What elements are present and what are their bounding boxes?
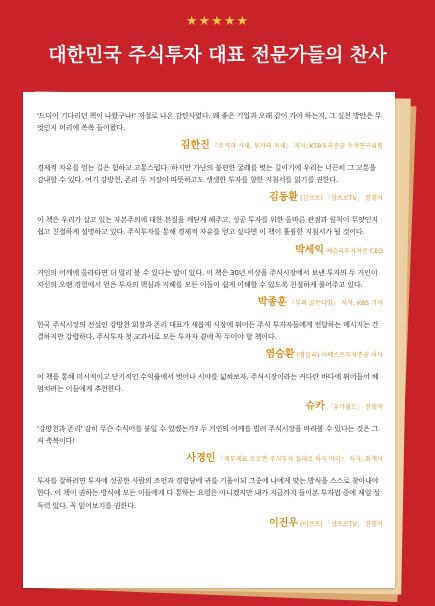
endorser-name: 이진우: [269, 517, 299, 529]
endorser-name: 염승환: [265, 348, 295, 360]
endorsement-quote: 투자를 잘하려면 투자에 성공한 사람의 조언과 경험담에 귀를 기울이되 그중에 나에게 맞는 방식을 스스로 찾아내야 한다. 이 책이 권하는 방식에 모든 이들에게 다 통하는 요령은 아니겠지만 내가 지금까지 들어본 투자법 중에 제일 설득력 있다. 꼭 읽어보기를 권한다.: [37, 476, 381, 510]
endorsement-item: [37, 371, 383, 414]
endorsement-item: [37, 110, 383, 153]
endorsement-attribution: [37, 136, 383, 153]
endorser-description: 『주식의 시대, 투자의 자세』 저자, KTB투자증권 수석연구위원: [211, 143, 383, 151]
endorsement-attribution: [37, 449, 383, 466]
endorsement-item: [37, 267, 383, 310]
endorsement-quote: 경제적 자유를 얻는 길은 험하고 고통스럽다. 하지만 가난의 불편한 굴레를 벗는 길이기에 우리는 너끈히 그 고통을 감내할 수 있다. 여기 강방천, 존리 두 거장이 따뜻하고도 생생한 투자를 향한 지침서를 읽기를 권한다.: [37, 163, 376, 185]
endorser-name: 김동환: [269, 192, 299, 204]
endorsement-attribution: [37, 397, 383, 414]
endorser-name: 사경인: [186, 453, 216, 465]
endorsement-sheet: [23, 92, 395, 588]
endorsement-quote: 한국 주식시장의 전설인 강방천 회장과 존리 대표가 새롭게 시장에 뛰어든 주식 투자자들에게 전달하는 메시지는 간결하지만 강렬하다. 주식투자 첫 교과서로 모든 투자자 곁에 꼭 두어야 할 책이다.: [37, 319, 379, 341]
endorsement-attribution: [37, 293, 383, 310]
endorsement-attribution: [37, 241, 383, 258]
endorser-description: (김프로) 「삼프로TV」 진행자: [300, 195, 383, 203]
endorsement-attribution: [37, 188, 383, 205]
endorsement-quote: 이 책을 통해 미시적이고 단기적인 수익률에서 벗어나 시야를 넓혀보자. 주식시장이라는 커다란 바다에 뛰어들어 헤엄치려는 이들에게 추천한다.: [37, 371, 379, 394]
rating-stars: ★★★★★: [185, 14, 250, 29]
endorsement-item: [37, 319, 383, 362]
endorsement-quote: 이 책은 우리가 살고 있는 자본주의에 대한 본질을 깨닫게 해주고, 성공 투자를 위한 올바른 관점과 원칙이 무엇인지 쉽고 친절하게 설명하고 있다. 주식투자를 통해 경제적 자유를 얻고 싶다면 이 책이 훌륭한 지침서가 될 것이다.: [37, 215, 378, 237]
endorser-name: 박세익: [295, 244, 325, 256]
endorser-description: (염블리) 이베스트투자증권 이사: [296, 351, 383, 359]
endorser-description: 『부의 골든타임』 저자, KBS 기자: [288, 299, 383, 307]
endorsement-item: [37, 475, 383, 530]
endorsement-attribution: [37, 345, 383, 362]
endorsement-quote: 거인의 어깨에 올라타면 더 멀리 볼 수 있다는 말이 있다. 이 책은 30년 이상을 주식시장에서 보낸 투자의 두 거인이 자신의 오랜 경험에서 얻은 투자의 핵심과 지혜를 모든 이들이 쉽게 이해할 수 있도록 친절하게 풀어주고 있다.: [37, 267, 378, 289]
endorser-description: 『재무제표 모르면 주식투자 절대로 하지 마라』 저자, 회계사: [217, 456, 383, 464]
endorsement-attribution: [37, 514, 383, 531]
endorser-description: 「슈카월드」 진행자: [326, 404, 383, 412]
endorsement-quote: '강방천과 존리' 감히 무슨 수식어를 붙일 수 있겠는가? 두 거인의 어깨를 빌려 주식시장을 바라볼 수 있다는 것은 그저 축복이다!: [37, 424, 379, 446]
endorsement-item: [37, 214, 383, 257]
endorsement-item: [37, 162, 383, 205]
endorser-name: 슈카: [305, 401, 325, 413]
endorsement-quote: '드디어 기다리던 책이 나왔구나!' 저절로 나온 감탄사였다. 왜 좋은 기업과 오래 같이 가야 하는지, 그 실천 방안은 무엇인지 머리에 쏙쏙 들어왔다.: [37, 111, 382, 133]
endorser-name: 박종훈: [257, 296, 287, 308]
endorser-name: 김한진: [180, 140, 210, 152]
endorser-description: 체슬리투자자문 CEO: [326, 247, 383, 255]
endorsement-item: [37, 423, 383, 466]
endorser-description: (이프로) 「삼프로TV」 진행자: [300, 520, 383, 528]
page-title: 대한민국 주식투자 대표 전문가들의 찬사: [48, 44, 387, 66]
